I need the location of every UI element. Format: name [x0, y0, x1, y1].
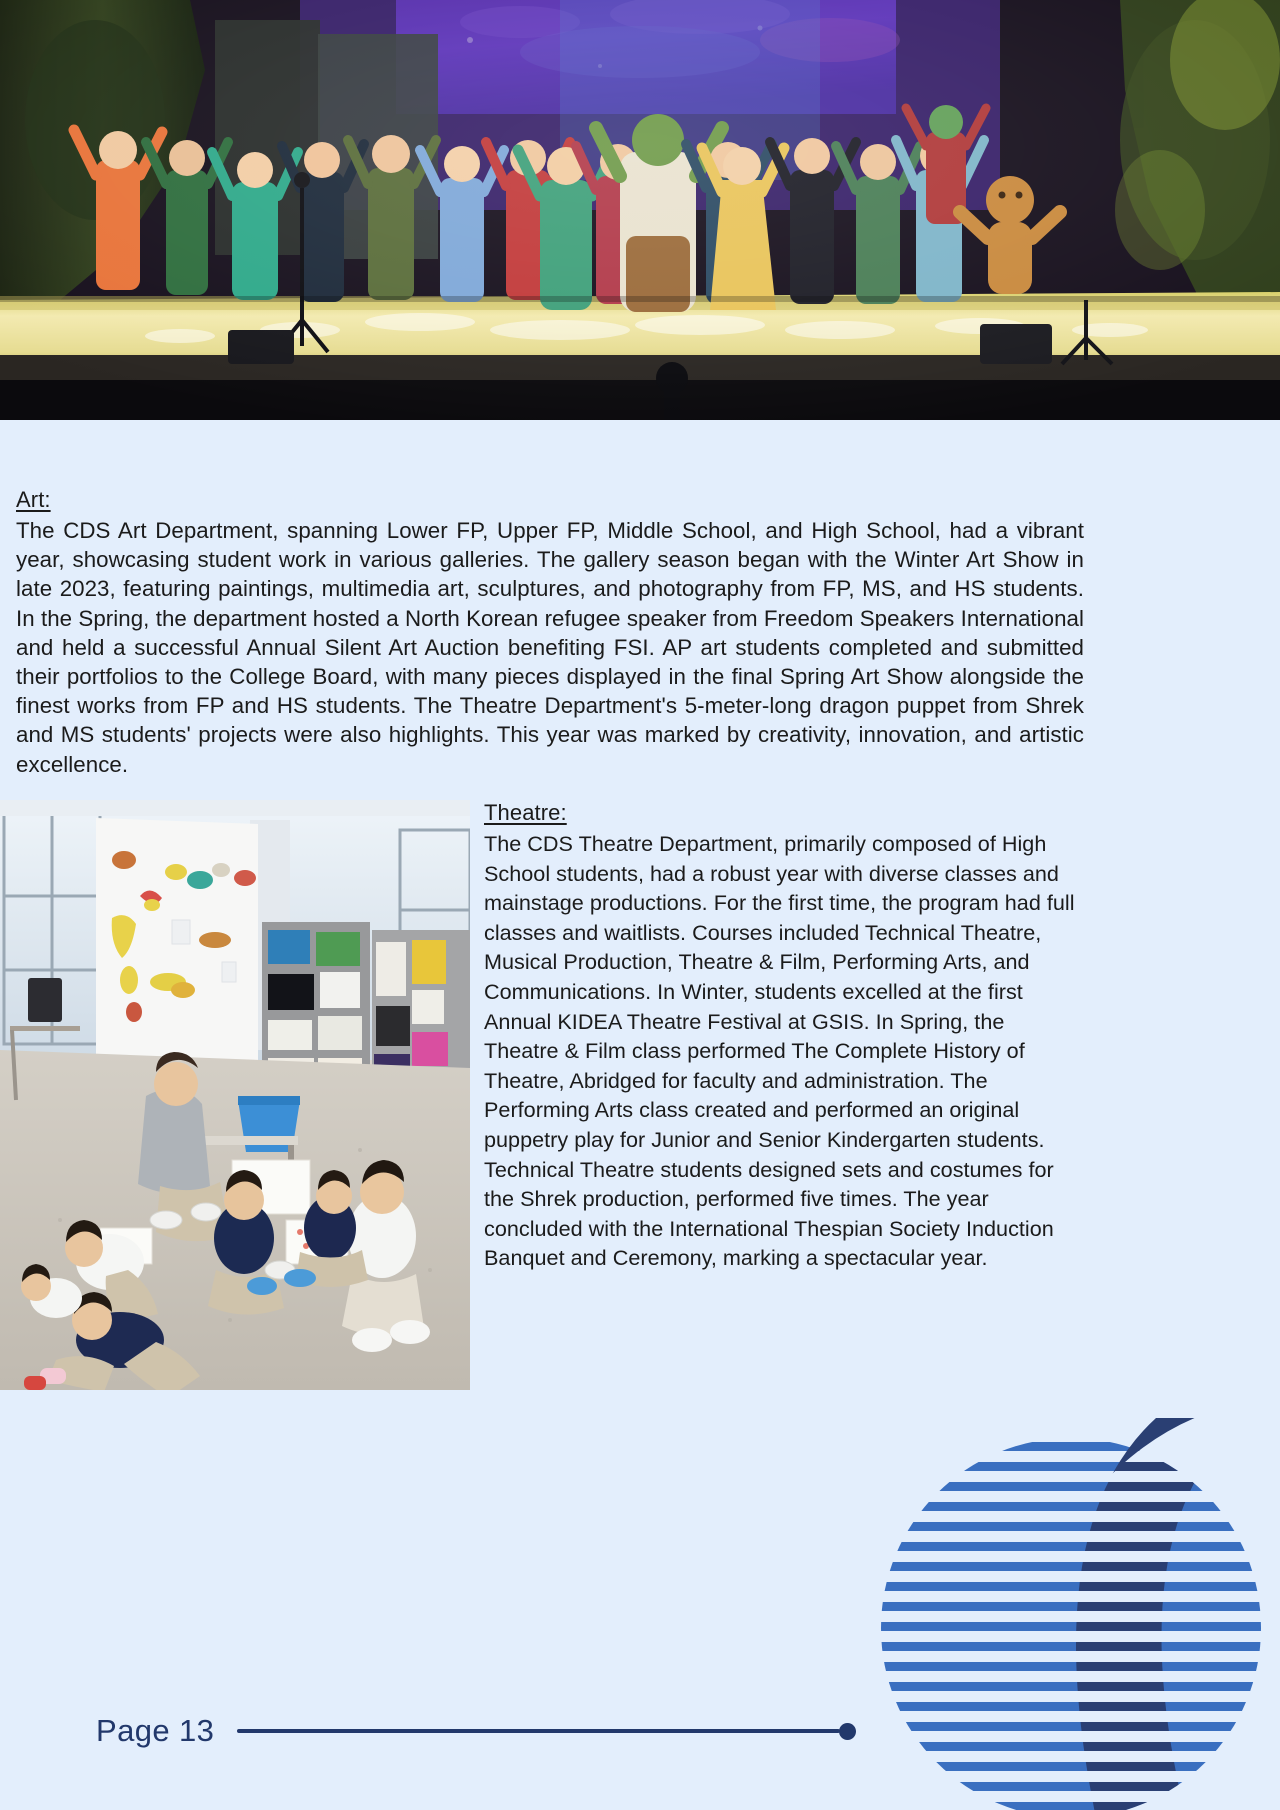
stage-photo-graphic [0, 0, 1280, 420]
theatre-section-heading: Theatre: [484, 800, 567, 825]
footer-divider-line [237, 1729, 840, 1733]
theatre-section [484, 800, 1080, 1273]
striped-globe-logo [856, 1388, 1280, 1810]
classroom-photo-graphic [0, 800, 470, 1390]
art-section [16, 487, 1084, 779]
theatre-section-body: The CDS Theatre Department, primarily composed of High School students, had a robust year with diverse classes and mainstage productions. For the first time, the program had full classes and waitlists. Courses included Technical Theatre, Musical Production, Theatre & Film, Performing Arts, and Communications. In Winter, students excelled at the first Annual KIDEA Theatre Festival at GSIS. In Spring, the Theatre & Film class performed The Complete History of Theatre, Abridged for faculty and administration. The Performing Arts class created and performed an original puppetry play for Junior and Senior Kindergarten students. Technical Theatre students designed sets and costumes for the Shrek production, performed five times. The year concluded with the International Thespian Society Induction Banquet and Ceremony, marking a spectacular year. [484, 831, 1075, 1271]
art-section-body: The CDS Art Department, spanning Lower FP, Upper FP, Middle School, and High School, had a vibrant year, showcasing student work in various galleries. The gallery season began with the Winter Art Show in late 2023, featuring paintings, multimedia art, sculptures, and photography from FP, MS, and HS students. In the Spring, the department hosted a North Korean refugee speaker from Freedom Speakers International and held a successful Annual Silent Art Auction benefiting FSI. AP art students completed and submitted their portfolios to the College Board, with many pieces displayed in the final Spring Art Show alongside the finest works from FP and HS students. The Theatre Department's 5-meter-long dragon puppet from Shrek and MS students' projects were also highlights. This year was marked by creativity, innovation, and artistic excellence. [16, 518, 1084, 777]
art-classroom-photo [0, 800, 470, 1390]
stage-performance-photo [0, 0, 1280, 420]
footer-end-dot [839, 1723, 856, 1740]
striped-globe-graphic [856, 1388, 1280, 1810]
page-number: Page 13 [96, 1713, 215, 1748]
page-footer [96, 1713, 856, 1749]
art-section-heading: Art: [16, 487, 51, 512]
